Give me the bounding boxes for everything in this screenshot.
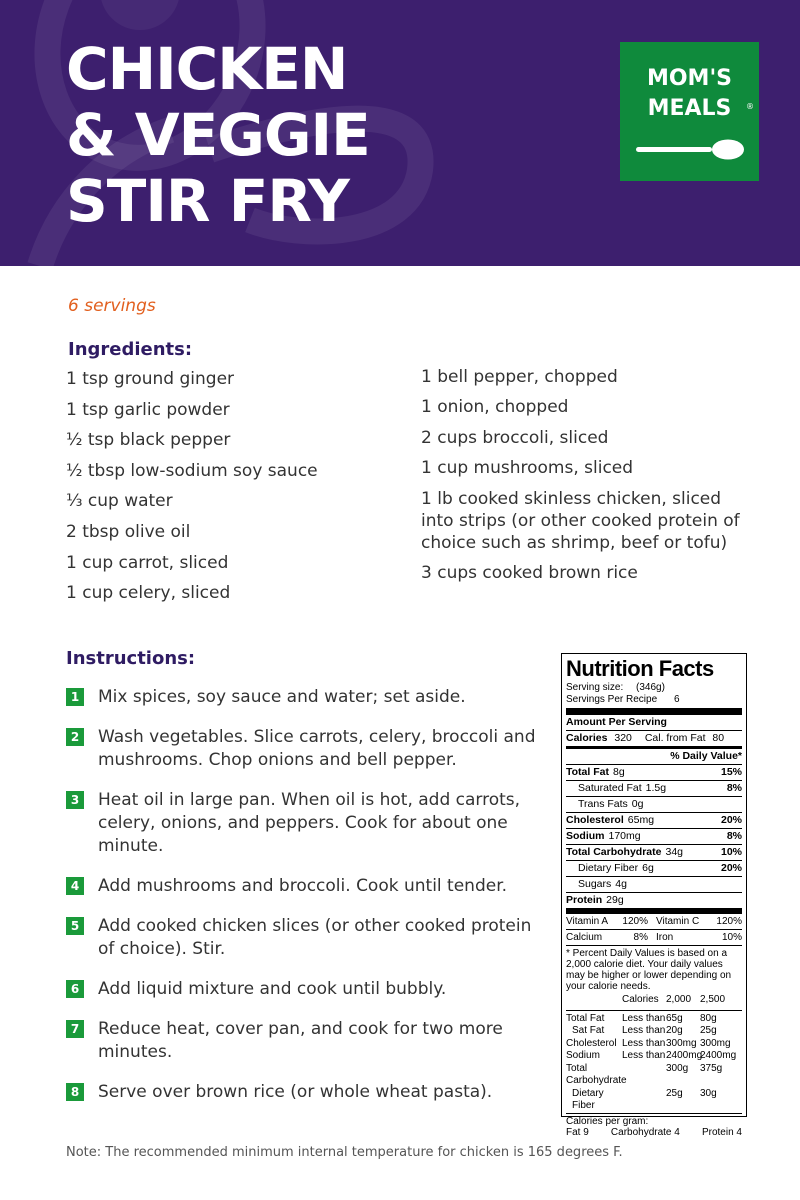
mineral-value: 8% (633, 932, 648, 943)
step-text: Heat oil in large pan. When oil is hot, add carrots, celery, onions, and peppers. Cook for about one minute. (98, 790, 521, 856)
dv-table (566, 1010, 742, 1113)
vitamin-value: 120% (622, 916, 648, 927)
dv-header-cell: 2,000 (666, 994, 692, 1005)
nutrient-amount: 6g (642, 862, 654, 874)
ingredient-item: 1 tsp ground ginger (66, 369, 235, 389)
ingredients-list-left (66, 368, 396, 613)
dv-table-cell: 20g (666, 1025, 683, 1036)
nutrition-facts-label (561, 653, 747, 1138)
dv-table-cell: Dietary Fiber (572, 1087, 604, 1111)
amount-per-serving: Amount Per Serving (566, 708, 742, 730)
nutrient-row (566, 796, 742, 812)
dv-header-cell (566, 994, 622, 1007)
ingredient-item: 3 cups cooked brown rice (421, 562, 638, 583)
step-text: Add liquid mixture and cook until bubbly. (98, 979, 447, 999)
serving-size-row (566, 682, 742, 694)
instruction-step (66, 686, 536, 709)
step-number-badge: 3 (66, 791, 84, 809)
nutrient-daily-value: 20% (720, 862, 742, 874)
calories-value: 320 (614, 732, 632, 744)
dv-table-cell (622, 1088, 666, 1113)
servings-per-label: Servings Per Recipe (566, 694, 658, 705)
dv-table-cell: 2400mg (700, 1050, 737, 1061)
dv-table-cell: Less than (622, 1025, 666, 1036)
dv-table-row (566, 1013, 742, 1026)
nutrient-row (566, 892, 742, 908)
dv-table-cell: 300mg (700, 1037, 731, 1049)
dv-table-cell: 300mg (666, 1037, 697, 1049)
daily-values-footnote: * Percent Daily Values is based on a 2,000 calorie diet. Your daily values may be higher or lower depending on your calorie needs. (566, 945, 742, 994)
nutrient-label: Sugars (578, 878, 612, 890)
instruction-step (66, 875, 536, 898)
mineral-label: Iron (656, 932, 674, 943)
dv-table-cell: 65g (666, 1012, 683, 1024)
dv-table-cell: 80g (700, 1012, 717, 1024)
nutrient-amount: 65mg (627, 814, 655, 826)
ingredient-item: 2 tbsp olive oil (66, 521, 191, 542)
dv-table-cell: Less than (622, 1037, 666, 1049)
nutrient-rows (566, 764, 742, 908)
nutrient-label: Total Carbohydrate (566, 846, 662, 858)
calories-row (566, 730, 742, 746)
cal-per-gram-fat: Fat 9 (566, 1126, 589, 1138)
nutrient-amount: 29g (606, 894, 624, 906)
nutrient-label: Saturated Fat (578, 782, 642, 794)
nutrient-amount: 4g (615, 878, 627, 890)
dv-table-cell: Total Carbohydrate (566, 1062, 627, 1086)
step-number-badge: 5 (66, 917, 84, 935)
step-number-badge: 2 (66, 728, 84, 746)
step-text: Add mushrooms and broccoli. Cook until tender. (98, 876, 508, 896)
dv-table-cell: Less than (622, 1012, 666, 1024)
nutrient-row (566, 828, 742, 844)
nutrient-amount: 34g (665, 846, 684, 858)
mineral-row (566, 930, 742, 945)
nutrient-daily-value: 20% (720, 814, 742, 826)
ingredient-item: ½ tsp black pepper (66, 430, 231, 451)
ingredients-list-right (421, 366, 751, 592)
registered-mark: ® (746, 102, 754, 111)
cal-per-gram-label: Calories per gram: (566, 1115, 649, 1127)
cal-per-gram-carb: Carbohydrate 4 (610, 1126, 680, 1138)
dv-table-cell: 375g (700, 1062, 723, 1074)
logo-line-1: MOM'S (646, 66, 733, 91)
instruction-step (66, 726, 536, 772)
nutrient-label: Sodium (566, 830, 605, 842)
title-line-2: & VEGGIE (66, 101, 370, 169)
dv-table-row (566, 1050, 742, 1063)
dv-table-cell: 25g (700, 1025, 717, 1036)
logo-line-2: MEALS (647, 96, 732, 121)
step-text: Reduce heat, cover pan, and cook for two more minutes. (98, 1019, 503, 1062)
header-banner (0, 0, 800, 266)
instruction-step (66, 1018, 536, 1064)
vitamins-section (566, 908, 742, 929)
instruction-step (66, 1081, 536, 1104)
nutrient-row (566, 860, 742, 876)
dv-table-cell: 300g (666, 1062, 689, 1074)
dv-table-rows (566, 1013, 742, 1113)
dv-table-cell: Less than (622, 1050, 666, 1061)
nutrient-label: Trans Fats (578, 798, 628, 810)
step-number-badge: 4 (66, 877, 84, 895)
ingredient-item: 1 cup mushrooms, sliced (421, 458, 634, 479)
nutrition-title: Nutrition Facts (566, 656, 714, 681)
ingredient-item: 2 cups broccoli, sliced (421, 427, 609, 448)
nutrient-amount: 1.5g (645, 782, 667, 794)
instruction-steps (66, 686, 536, 1104)
dv-table-cell: 25g (666, 1087, 683, 1099)
dv-header-cell: 2,500 (700, 994, 726, 1005)
recipe-title (66, 36, 586, 234)
nutrient-label: Cholesterol (566, 814, 624, 826)
ingredient-item: 1 onion, chopped (421, 397, 569, 418)
vitamin-row (566, 914, 742, 929)
nutrient-row (566, 780, 742, 796)
instruction-step (66, 915, 536, 961)
ingredient-item: 1 cup celery, sliced (66, 583, 231, 604)
moms-meals-logo (620, 42, 759, 181)
step-number-badge: 8 (66, 1083, 84, 1101)
nutrient-daily-value: 15% (720, 766, 742, 778)
dv-table-cell: Sodium (566, 1050, 600, 1061)
vitamin-label: Vitamin C (656, 916, 700, 927)
title-line-1: CHICKEN (66, 35, 348, 103)
nutrient-label: Protein (566, 894, 603, 906)
cal-from-fat-label: Cal. from Fat (644, 732, 706, 744)
ingredient-item: 1 cup carrot, sliced (66, 552, 229, 573)
temperature-note: Note: The recommended minimum internal temperature for chicken is 165 degrees F. (66, 1145, 623, 1160)
dv-header-cell: Calories (622, 994, 659, 1005)
nutrient-amount: 0g (631, 798, 644, 810)
nutrient-amount: 170mg (608, 830, 641, 842)
step-number-badge: 6 (66, 980, 84, 998)
ingredient-item: 1 bell pepper, chopped (421, 367, 618, 387)
nutrient-row (566, 876, 742, 892)
step-text: Mix spices, soy sauce and water; set aside. (98, 687, 466, 707)
instruction-step (66, 789, 536, 858)
ingredient-item: ⅓ cup water (66, 491, 173, 512)
servings-per-value: 6 (673, 694, 680, 705)
serving-size-label: Serving size: (566, 682, 624, 693)
dv-table-row (566, 1088, 742, 1113)
nutrient-daily-value: 8% (726, 830, 742, 842)
step-text: Wash vegetables. Slice carrots, celery, broccoli and mushrooms. Chop onions and bell pepper. (98, 727, 536, 770)
dv-table-cell: Total Fat (566, 1012, 605, 1024)
dv-table-cell: Sat Fat (572, 1025, 605, 1036)
nutrient-row (566, 844, 742, 860)
nutrient-row (566, 812, 742, 828)
nutrient-row (566, 764, 742, 780)
cal-per-gram-values (566, 1127, 742, 1138)
dv-table-cell: 30g (700, 1087, 717, 1099)
dv-table-row (566, 1038, 742, 1051)
calories-label: Calories (566, 732, 608, 744)
vitamin-value: 120% (716, 916, 742, 927)
ingredient-item: ½ tbsp low-sodium soy sauce (66, 460, 318, 481)
step-text: Serve over brown rice (or whole wheat pasta). (98, 1082, 493, 1102)
daily-value-header: % Daily Value* (566, 746, 742, 764)
dv-table-row (566, 1063, 742, 1088)
serving-size-value: (346g) (636, 682, 665, 693)
instruction-step (66, 978, 536, 1001)
dv-table-cell: 2400mg (666, 1050, 703, 1061)
mineral-value: 10% (721, 932, 742, 943)
title-line-3: STIR FRY (66, 167, 349, 235)
step-number-badge: 1 (66, 688, 84, 706)
step-text: Add cooked chicken slices (or other cooked protein of choice). Stir. (98, 916, 532, 959)
instructions-heading: Instructions: (66, 648, 196, 669)
nutrient-amount: 8g (612, 766, 625, 778)
dv-table-header (566, 994, 742, 1007)
cal-per-gram-protein: Protein 4 (701, 1126, 742, 1138)
spoon-icon (632, 130, 748, 170)
servings-label: 6 servings (68, 296, 156, 316)
calories-per-gram (566, 1113, 742, 1140)
step-number-badge: 7 (66, 1020, 84, 1038)
minerals-section (566, 929, 742, 945)
dv-table-cell: Cholesterol (566, 1037, 617, 1049)
dv-table-row (566, 1025, 742, 1038)
cal-from-fat-value: 80 (712, 732, 725, 744)
nutrient-label: Dietary Fiber (578, 862, 639, 874)
servings-per-row (566, 694, 742, 708)
nutrient-daily-value: 10% (720, 846, 742, 858)
ingredient-item: 1 tsp garlic powder (66, 399, 230, 420)
mineral-label: Calcium (566, 932, 603, 943)
ingredient-item: 1 lb cooked skinless chicken, sliced into strips (or other cooked protein of choice such as shrimp, beef or tofu) (421, 488, 740, 553)
nutrient-label: Total Fat (566, 766, 609, 778)
nutrient-daily-value: 8% (726, 782, 742, 794)
ingredients-heading: Ingredients: (68, 339, 193, 360)
dv-table-cell (622, 1063, 666, 1088)
vitamin-label: Vitamin A (566, 916, 609, 927)
